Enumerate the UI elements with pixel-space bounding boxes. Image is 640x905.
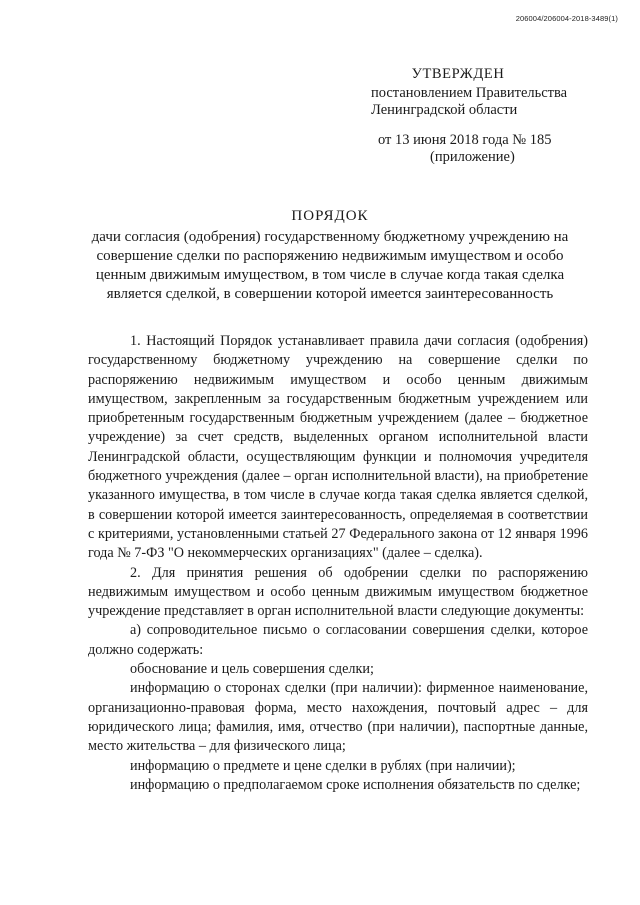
paragraph: а) сопроводительное письмо о согласовании совершения сделки, которое должно содержать: [88,622,588,658]
paragraph: информацию о сторонах сделки (при наличии): фирменное наименование, организационно-правовая форма, место нахождения, почтовый адрес – для юридического лица; фамилия, имя, отчество (при наличии), паспортные данные, место жительства – для физического лица; [88,680,588,755]
document-subtitle: дачи согласия (одобрения) государственному бюджетному учреждению на совершение сделки по распоряжению недвижимым имуществом и особо ценным движимым имуществом, в том числе в случае когда такая сделка является сделкой, в совершении которой имеется заинтересованность [91,229,569,302]
approval-line: Ленинградской области [371,102,518,118]
document-heading [80,207,580,304]
approval-title: УТВЕРЖДЕН [411,66,505,82]
paragraph: 1. Настоящий Порядок устанавливает правила дачи согласия (одобрения) государственному бюджетному учреждению на совершение сделки по распоряжению недвижимым имуществом и особо ценным движимым имуществом, закрепленным за государственным бюджетным учреждением или приобретенным государственным бюджетным учреждением (далее – бюджетное учреждение) за счет средств, выделенных органом исполнительной власти Ленинградской области, осуществляющим функции и полномочия учредителя бюджетного учреждения (далее – орган исполнительной власти), на приобретение указанного имущества, в том числе в случае когда такая сделка является сделкой, в совершении которой имеется заинтересованность, определяемая в соответствии с критериями, установленными статьей 27 Федерального закона от 12 января 1996 года № 7-ФЗ "О некоммерческих организациях" (далее – сделка). [88,333,588,562]
paragraph: обоснование и цель совершения сделки; [130,661,374,678]
paragraph: информацию о предмете и цене сделки в рублях (при наличии); [130,757,516,774]
paragraph: информацию о предполагаемом сроке исполнения обязательств по сделке; [130,776,581,793]
document-title: ПОРЯДОК [291,208,369,224]
paragraph: 2. Для принятия решения об одобрении сделки по распоряжению недвижимым имуществом и особо ценным движимым имуществом бюджетное учреждение представляет в орган исполнительной власти следующие документы: [88,564,588,620]
approval-date-line: от 13 июня 2018 года № 185 [378,131,552,148]
approval-annex-line: (приложение) [430,149,515,165]
approval-line: постановлением Правительства [371,84,568,101]
document-body [88,332,588,795]
document-id: 206004/206004-2018-3489(1) [515,14,618,23]
approval-stamp [368,66,618,167]
